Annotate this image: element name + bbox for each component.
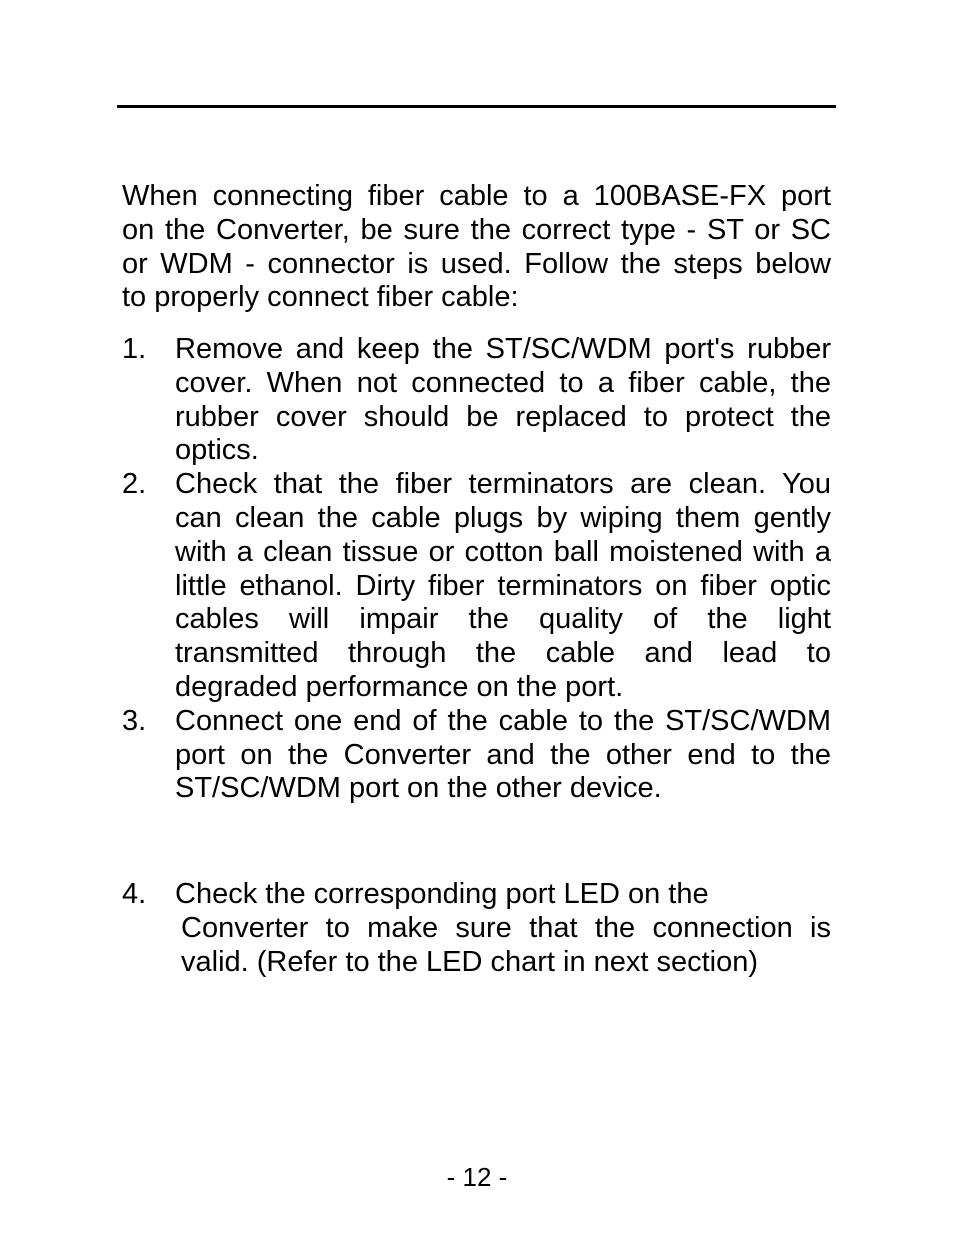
step-line: cover. When not connected to a fiber cable, the xyxy=(175,366,831,399)
page-number: - 12 - xyxy=(446,1162,508,1192)
step-line: can clean the cable plugs by wiping them gently xyxy=(175,501,831,534)
step-line: optics. xyxy=(175,434,259,467)
header-rule xyxy=(117,105,836,108)
intro-line: on the Converter, be sure the correct type - ST or SC xyxy=(122,213,831,246)
step-line: degraded performance on the port. xyxy=(175,670,624,703)
step-number: 3. xyxy=(122,704,147,737)
step-text-first-line xyxy=(175,878,831,912)
step-line: Check that the fiber terminators are clean. You xyxy=(175,468,831,501)
step-line: with a clean tissue or cotton ball moistened with a xyxy=(175,535,831,568)
step-line: little ethanol. Dirty fiber terminators on fiber optic xyxy=(175,569,831,602)
step-item-1 xyxy=(122,333,831,468)
step-line: transmitted through the cable and lead to xyxy=(175,637,831,670)
step-item-3 xyxy=(122,705,831,806)
step-line: cables will impair the quality of the light xyxy=(175,603,831,636)
step-line: valid. (Refer to the LED chart in next section) xyxy=(181,945,759,978)
step-number: 2. xyxy=(122,468,147,501)
step-line: ST/SC/WDM port on the other device. xyxy=(175,772,662,805)
intro-line: to properly connect fiber cable: xyxy=(122,281,519,314)
step-line: Connect one end of the cable to the ST/SC/WDM xyxy=(175,704,831,737)
intro-line: When connecting fiber cable to a 100BASE-FX port xyxy=(122,180,831,212)
step-item-4 xyxy=(122,878,831,979)
intro-line: or WDM - connector is used. Follow the steps below xyxy=(122,247,831,280)
step-line: Converter to make sure that the connection is xyxy=(181,911,831,944)
step-line: rubber cover should be replaced to protect the xyxy=(175,400,831,433)
step-number: 1. xyxy=(122,333,147,365)
step-line: port on the Converter and the other end to the xyxy=(175,738,831,771)
intro-paragraph xyxy=(122,180,831,315)
step-text xyxy=(175,705,831,806)
step-number: 4. xyxy=(122,878,147,910)
step-item-2 xyxy=(122,468,831,705)
step-text xyxy=(175,468,831,705)
step-line: Remove and keep the ST/SC/WDM port's rubber xyxy=(175,333,831,365)
step-line: Check the corresponding port LED on the xyxy=(175,878,709,910)
step-text-continuation xyxy=(181,912,831,980)
step-text xyxy=(175,333,831,468)
